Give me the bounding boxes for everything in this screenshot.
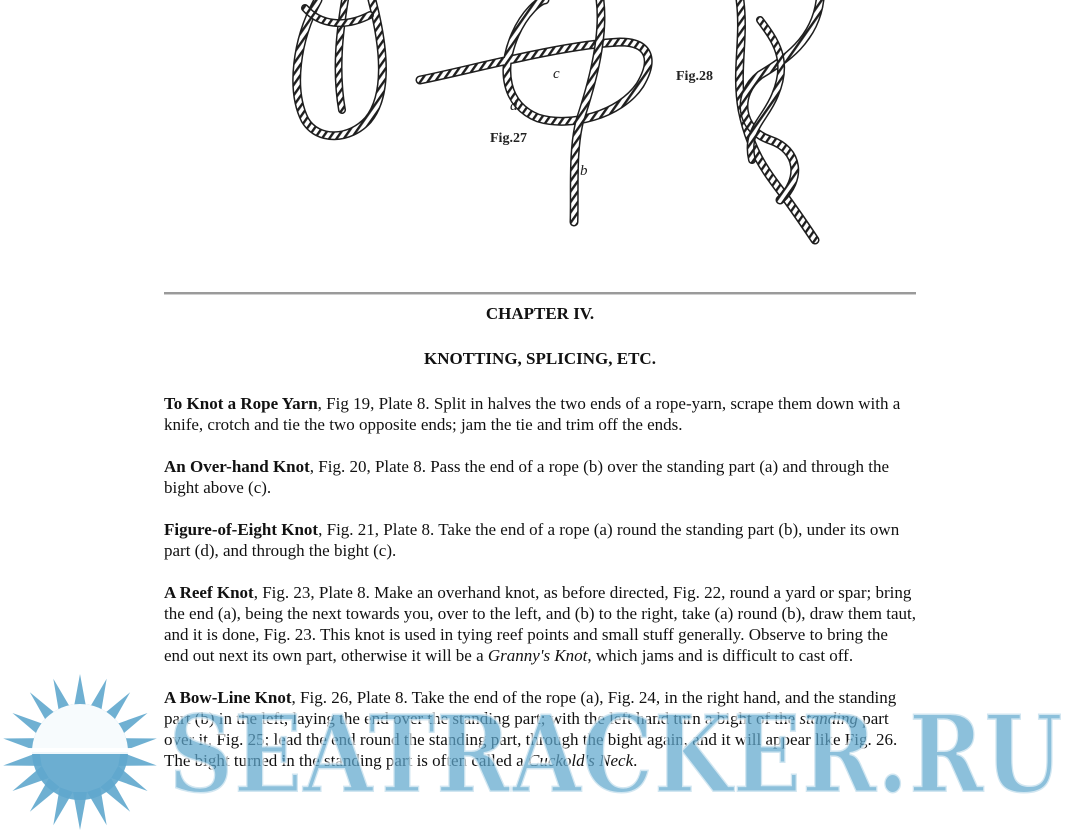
knot-figure-27 <box>420 0 648 222</box>
watermark-text: SEATRACKER.RU <box>168 692 1063 818</box>
paragraph-overhand-knot <box>164 456 916 498</box>
paragraph-rope-yarn <box>164 393 916 435</box>
rope-letter-b: b <box>580 163 588 179</box>
chapter-heading: CHAPTER IV. <box>485 304 595 323</box>
section-title: KNOTTING, SPLICING, ETC. <box>424 349 656 368</box>
paragraph-text: , which jams and is difficult to cast off. <box>587 646 854 665</box>
paragraph-text: , Fig 19, Plate 8. Split in halves the two ends of a rope-yarn, scrape them down with a knife, crotch and tie the two opposite ends; jam the tie and trim off the ends. <box>164 394 901 434</box>
paragraph-reef-knot <box>164 582 916 666</box>
paragraph-text: , Fig. 26, Plate 8. Take the end of the rope (a), Fig. 24, in the right hand, and the standing part (b) in the left, laying the end over the standing part; with the left hand turn a bight of the <box>164 688 897 728</box>
rope-letter-d: d <box>510 98 518 114</box>
horizontal-rule <box>164 292 916 295</box>
paragraph-text: , Fig. 20, Plate 8. Pass the end of a rope (b) over the standing part (a) and through the bight above (c). <box>164 457 890 497</box>
paragraph-italic: Granny's Knot <box>487 646 588 665</box>
paragraph-title: An Over-hand Knot <box>164 457 310 476</box>
paragraph-italic: standing <box>799 709 858 728</box>
fig27-label: Fig.27 <box>490 131 527 146</box>
paragraph-italic: Cuckold's Neck <box>527 751 634 770</box>
knot-figure-28 <box>739 0 820 240</box>
paragraph-bow-line-knot <box>164 687 916 771</box>
paragraph-title: Figure-of-Eight Knot <box>164 520 319 539</box>
knot-illustration <box>0 0 1080 280</box>
paragraph-text: , Fig. 23, Plate 8. Make an overhand knot, as before directed, Fig. 22, round a yard or spar; bring the end (a), being the next towards you, over to the left, and (b) to the right, take (a) round (b), draw them taut, and it is done, Fig. 23. This knot is used in tying reef points and small stuff generally. Observe to bring the end out next its own part, otherwise it will be a <box>164 583 917 665</box>
knot-figure-left <box>297 0 383 136</box>
sun-logo-icon <box>2 674 158 830</box>
fig28-label: Fig.28 <box>676 69 713 84</box>
paragraph-title: To Knot a Rope Yarn <box>164 394 318 413</box>
paragraph-text: part over it, Fig. 25; lead the end round the standing part, through the bight again, and it will appear like Fig. 26. The bight turned in the standing part is often called a <box>164 709 898 770</box>
document-body <box>164 303 916 771</box>
paragraph-text: , Fig. 21, Plate 8. Take the end of a rope (a) round the standing part (b), under its own part (d), and through the bight (c). <box>164 520 900 560</box>
paragraph-figure-eight <box>164 519 916 561</box>
paragraph-title: A Reef Knot <box>164 583 254 602</box>
paragraph-text: . <box>633 751 638 770</box>
rope-letter-c: c <box>553 66 560 82</box>
paragraph-title: A Bow-Line Knot <box>164 688 292 707</box>
